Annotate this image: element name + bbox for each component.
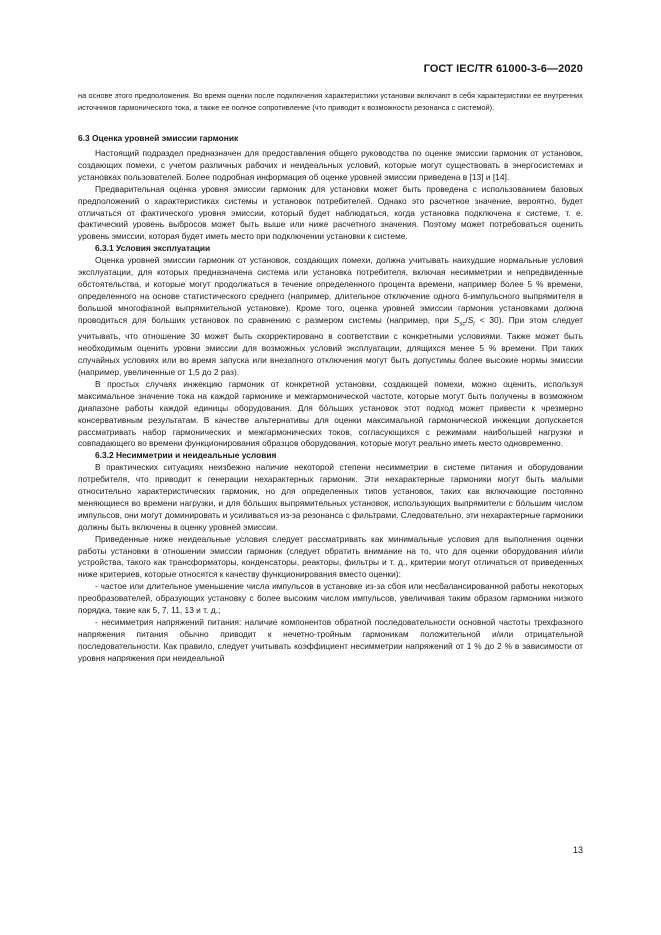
ratio-symbol-s: S xyxy=(453,314,460,325)
list-item-voltage-unbalance: - несимметрия напряжений питания: наличие компонентов обратной последовательности основной частоты трехфазного напряжения питания обычно приводит к нечетно-тройным гармоникам положительной и/или отрицательной последовательности. Как правило, следует учитывать коэффициент несимметрии напряжений от 1 % до 2 % в зависимости от уровня напряжения при неидеальной xyxy=(78,617,583,663)
ratio-s-i xyxy=(467,314,475,328)
page-content xyxy=(78,90,583,665)
section-6-3-1-paragraph-2: В простых случаях инжекцию гармоник от конкретной установки, создающей помехи, можно оценить, используя максимальное значение тока на каждой гармонике и межгармонической частоте, которые могут быть получены в возможном диапазоне работы каждой единицы оборудования. Для бóльших установок этот подход может привести к чрезмерно консервативным результатам. В качестве альтернативы для оценки максимальной гармонической инжекции допускается рассматривать набор гармонических и межгармонических токов, согласующихся с режимами наибольшей нагрузки и совпадающего во времени функционирования образцов оборудования, которые могут реально иметь место одновременно. xyxy=(78,378,583,449)
section-6-3-2-title: 6.3.2 Несимметрии и неидеальные условия xyxy=(95,450,277,461)
document-header: ГОСТ IEC/TR 61000-3-6—2020 xyxy=(423,63,583,75)
section-6-3-2-paragraph-1: В практических ситуациях неизбежно наличие некоторой степени несимметрии в системе питания и оборудовании потребителя, что приводит к генерации нехарактерных гармоник. Эти нехарактерные гармоники могут быть малыми относительно характеристических гармоник, но для определенных типов установок, таких как включающие постоянно меняющиеся во времени нагрузки, и для бóльших выпрямительных установок, использующих выпрямители с бóльшим числом импульсов, они могут доминировать и усиливаться из-за резонанса с фильтрами. Следовательно, эти нехарактерные гармоники должны быть включены в оценку уровней эмиссии. xyxy=(78,462,583,532)
list-item-pulse-reduction: - частое или длительное уменьшение числа импульсов в установке из-за сбоя или несбалансированной работы некоторых преобразователей, образующих установку с более высоким числом импульсов, увеличивая таким образом гармоники низкого порядка, такие как 5, 7, 11, 13 и т. д.; xyxy=(78,581,583,616)
ratio-subscript-i: i xyxy=(473,321,475,328)
ratio-s-sc xyxy=(453,314,466,328)
section-6-3-paragraph-1: Настоящий подраздел предназначен для предоставления общего руководства по оценке эмиссии гармоник от установок, создающих помехи, с учетом различных рабочих и неидеальных условий, которые могут существовать в энергосистемах и установках пользователей. Более подробная информация об оценке уровней эмиссии приведена в [13] и [14]. xyxy=(78,148,583,182)
section-6-3-title: 6.3 Оценка уровней эмиссии гармоник xyxy=(78,133,239,143)
section-6-3-1-title: 6.3.1 Условия эксплуатации xyxy=(95,243,211,254)
section-6-3-1-paragraph-1 xyxy=(78,255,583,379)
paragraph-text-part-b: < 30). При этом следует учитывать, что отношение 30 может быть скорректировано в соответствии с конкретными условиями. Также может быть необходимым оценить уровни эмиссии для возможных условий эксплуатации, длящихся менее 5 % времени. При таких случайных условиях или во время запуска или внезапного отключения могут быть допустимы более высокие нормы эмиссии (например, увеличенные от 1,5 до 2 раз). xyxy=(78,314,583,377)
ratio-symbol-s2: S xyxy=(467,314,474,325)
ratio-separator: / xyxy=(465,314,468,325)
paragraph-text-part-a: Оценка уровней эмиссии гармоник от установок, создающих помехи, должна учитывать наихудшие нормальные условия эксплуатации, для которых предназначена система или установка потребителя, включая несимметрии и непредвиденные обстоятельства, и которые могут продолжаться в течение определенного процента времени, например более 5 % времени, определенного на основе статистического среднего (например, длительное отключение одного 6-импульсного выпрямителя в большой многофазной выпрямительной установке). Кроме того, оценка уровней эмиссии гармоник установками должна проводиться для больших установок по сравнению с размером системы (например, при xyxy=(78,255,583,325)
section-6-3-2-paragraph-2: Приведенные ниже неидеальные условия следует рассматривать как минимальные условия для выполнения оценки работы установки в отношении эмиссии гармоник (следует обратить внимание на то, что для оценки оборудования и/или устройства, такого как трансформаторы, конденсаторы, реакторы, фильтры и т. д., критерии могут отличаться от приведенных ниже критериев, которые относятся к качеству функционирования вместо оценки): xyxy=(78,533,583,580)
intro-paragraph: на основе этого предположения. Во время оценки после подключения характеристики установки включают в себя характеристики ее внутренних источников гармонического тока, а также ее полное сопротивление (что приводит к возможности резонанса с системой). xyxy=(78,91,583,112)
section-6-3-paragraph-2: Предварительная оценка уровня эмиссии гармоник для установки может быть проведена с использованием базовых предположений о характеристиках системы и установок потребителей. Однако это расчетное значение, вероятно, будет отличаться от фактического уровня эмиссии, который будет наблюдаться, когда установка подключена к системе, т. е. фактический уровень выбросов может быть выше или ниже расчетного значения. Поэтому может потребоваться оценить уровень эмиссии, которая будет иметь место при подключении установки к системе. xyxy=(78,183,583,242)
page-number: 13 xyxy=(572,845,583,855)
ratio-subscript-sc: sc xyxy=(459,321,466,328)
